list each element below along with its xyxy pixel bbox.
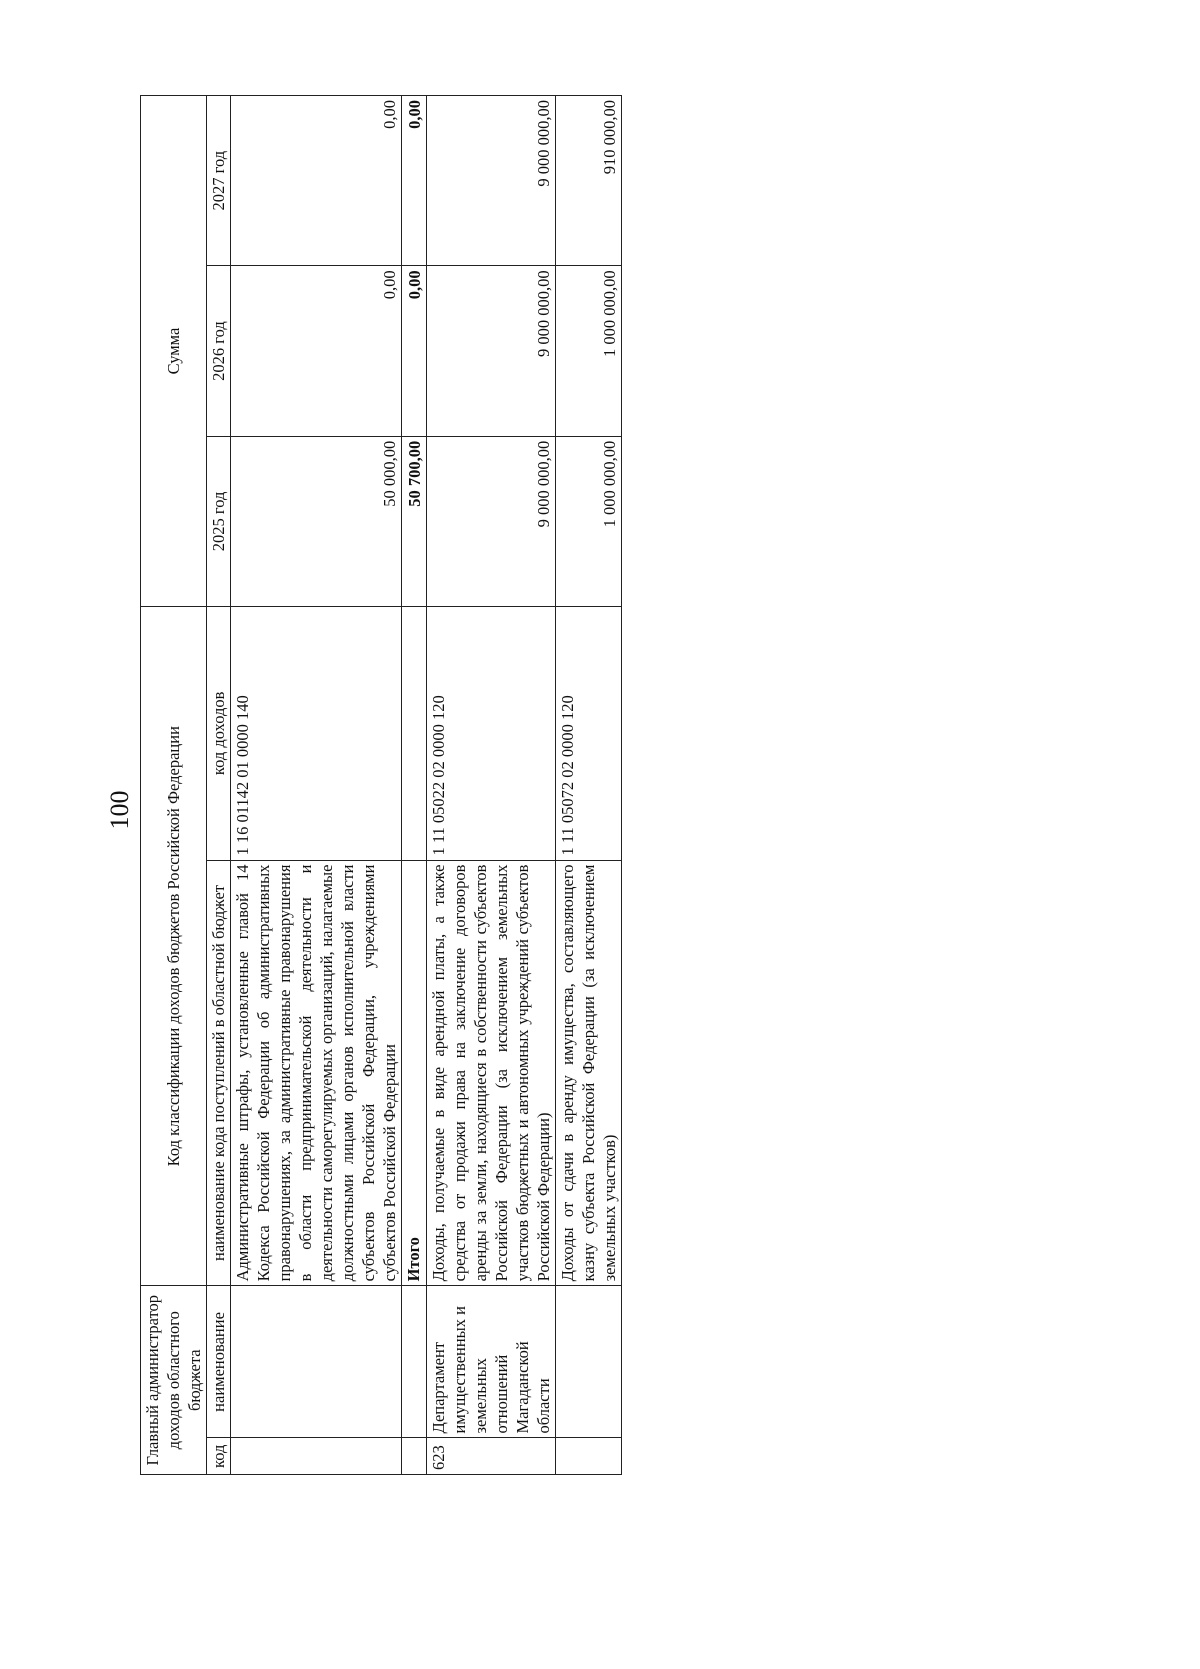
revenue-table-container bbox=[140, 95, 1000, 1475]
income-name-cell: Доходы, получаемые в виде арендной платы, а также средства от продажи права на заключение договоров аренды за земли, находящиеся в собственности субъектов Российской Федерации (за исключением земельных участков бюджетных и автономных учреждений субъектов Российской Федерации) bbox=[427, 860, 556, 1286]
total-2027-cell: 0,00 bbox=[402, 96, 427, 266]
header-year-2027: 2027 год bbox=[207, 96, 231, 266]
admin-name-cell bbox=[556, 1286, 622, 1438]
income-name-cell: Доходы от сдачи в аренду имущества, составляющего казну субъекта Российской Федерации (за исключением земельных участков) bbox=[556, 860, 622, 1286]
sum-2026-cell: 0,00 bbox=[231, 266, 402, 436]
admin-name-cell bbox=[402, 1286, 427, 1438]
income-code-cell: 1 16 01142 01 0000 140 bbox=[231, 607, 402, 861]
header-year-2026: 2026 год bbox=[207, 266, 231, 436]
sum-2025-cell: 1 000 000,00 bbox=[556, 436, 622, 606]
table-row bbox=[427, 96, 556, 1475]
sum-2027-cell: 0,00 bbox=[231, 96, 402, 266]
header-admin-name: наименование bbox=[207, 1286, 231, 1438]
admin-name-cell bbox=[231, 1286, 402, 1438]
total-2025-cell: 50 700,00 bbox=[402, 436, 427, 606]
income-code-cell bbox=[402, 607, 427, 861]
sum-2027-cell: 9 000 000,00 bbox=[427, 96, 556, 266]
revenue-table bbox=[140, 95, 622, 1475]
admin-code-cell bbox=[556, 1438, 622, 1475]
table-row-total bbox=[402, 96, 427, 1475]
header-income-code: код доходов bbox=[207, 607, 231, 861]
admin-code-cell: 623 bbox=[427, 1438, 556, 1475]
header-year-2025: 2025 год bbox=[207, 436, 231, 606]
table-row bbox=[556, 96, 622, 1475]
header-admin-code: код bbox=[207, 1438, 231, 1475]
header-row-2 bbox=[207, 96, 231, 1475]
total-label-cell: Итого bbox=[402, 860, 427, 1286]
total-2026-cell: 0,00 bbox=[402, 266, 427, 436]
header-income-name: наименование кода поступлений в областной бюджет bbox=[207, 860, 231, 1286]
header-sum-group: Сумма bbox=[141, 96, 207, 607]
admin-name-cell: Департамент имущественных и земельных отношений Магаданской области bbox=[427, 1286, 556, 1438]
income-name-cell: Административные штрафы, установленные главой 14 Кодекса Российской Федерации об административных правонарушениях, за административные правонарушения в области предпринимательской деятельности и деятельности саморегулируемых организаций, налагаемые должностными лицами органов исполнительной власти субъектов Российской Федерации, учреждениями субъектов Российской Федерации bbox=[231, 860, 402, 1286]
sum-2026-cell: 9 000 000,00 bbox=[427, 266, 556, 436]
sum-2025-cell: 50 000,00 bbox=[231, 436, 402, 606]
sum-2027-cell: 910 000,00 bbox=[556, 96, 622, 266]
page-number: 100 bbox=[105, 790, 134, 830]
admin-code-cell bbox=[231, 1438, 402, 1475]
income-code-cell: 1 11 05022 02 0000 120 bbox=[427, 607, 556, 861]
header-classification-group: Код классификации доходов бюджетов Российской Федерации bbox=[141, 607, 207, 1286]
header-row-1 bbox=[141, 96, 207, 1475]
header-admin-group: Главный администратор доходов областного бюджета bbox=[141, 1286, 207, 1475]
income-code-cell: 1 11 05072 02 0000 120 bbox=[556, 607, 622, 861]
sum-2025-cell: 9 000 000,00 bbox=[427, 436, 556, 606]
table-row bbox=[231, 96, 402, 1475]
sum-2026-cell: 1 000 000,00 bbox=[556, 266, 622, 436]
admin-code-cell bbox=[402, 1438, 427, 1475]
